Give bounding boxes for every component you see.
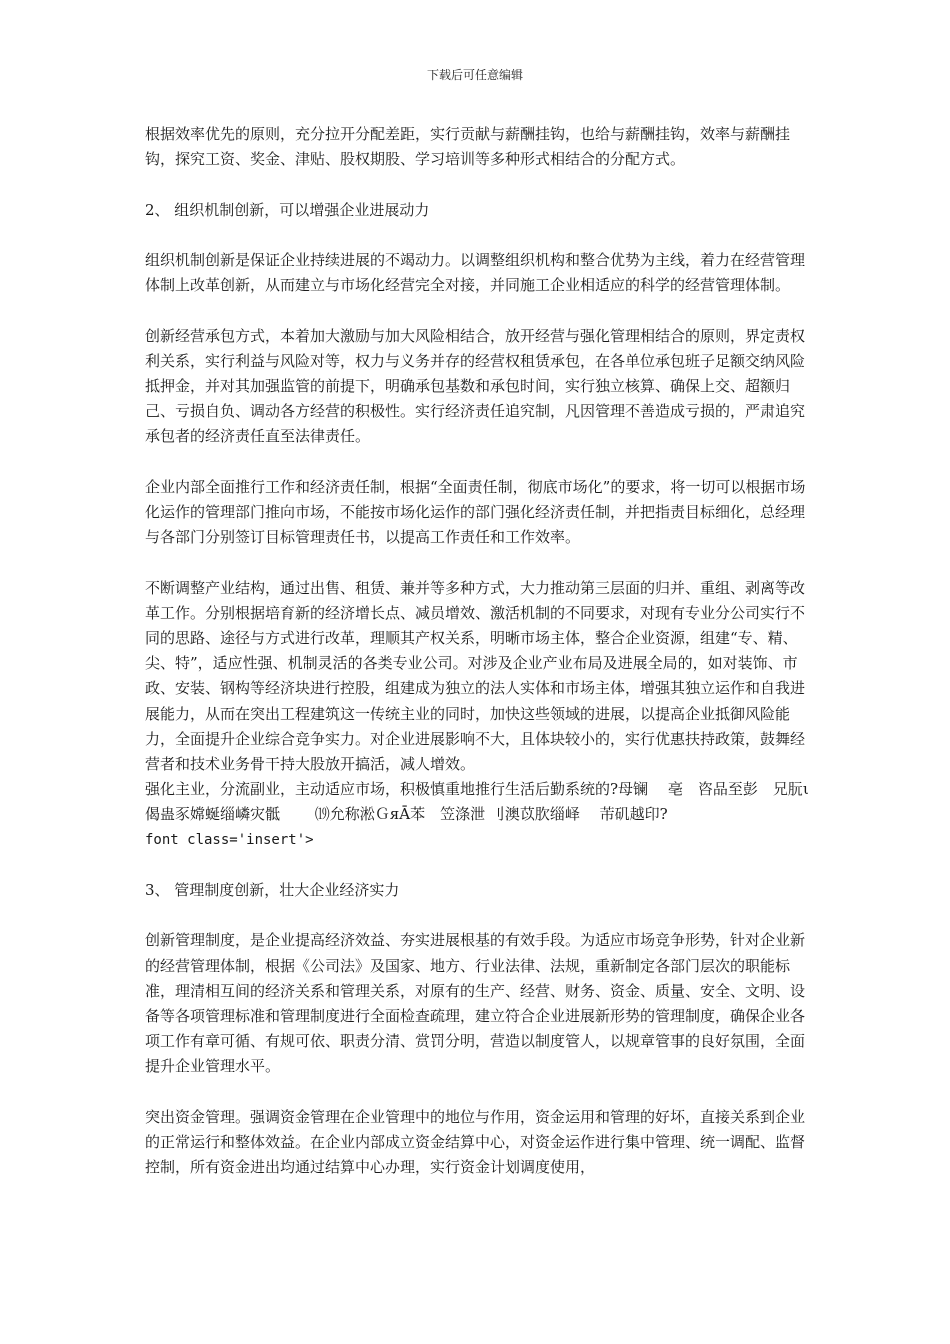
paragraph-management-system: 创新管理制度，是企业提高经济效益、夯实进展根基的有效手段。为适应市场竞争形势，针对企业新的经营管理体制，根据《公司法》及国家、地方、行业法律、法规，重新制定各部门层次的职能标准，理清相互间的经济关系和管理关系，对原有的生产、经营、财务、资金、质量、安全、文明、设备等各项管理标准和管理制度进行全面检查疏理，建立符合企业进展新形势的管理制度，确保企业各项工作有章可循、有规可依、职责分清、赏罚分明，营造以制度管人，以规章管事的良好氛围，全面提升企业管理水平。 [145,931,806,1076]
document-body [145,122,829,1180]
paragraph-responsibility: 企业内部全面推行工作和经济责任制，根据“全面责任制，彻底市场化”的要求，将一切可以根据市场化运作的管理部门推向市场，不能按市场化运作的部门强化经济责任制，并把指责目标细化，总经理与各部门分别签订目标管理责任书，以提高工作责任和工作效率。 [145,477,806,547]
paragraph-distribution: 根据效率优先的原则，充分拉开分配差距，实行贡献与薪酬挂钩，也给与薪酬挂钩，效率与薪酬挂钩，探究工资、奖金、津贴、股权期股、学习培训等多种形式相结合的分配方式。 [145,125,791,169]
paragraph-industry-structure: 不断调整产业结构，通过出售、租赁、兼并等多种方式，大力推动第三层面的归并、重组、剥离等改革工作。分别根据培育新的经济增长点、减员增效、激活机制的不同要求，对现有专业分公司实行不同的思路、途径与方式进行改革，理顺其产权关系，明晰市场主体，整合企业资源，组建“专、精、尖、特”，适应性强、机制灵活的各类专业公司。对涉及企业产业布局及进展全局的，如对装饰、市政、安装、钢构等经济块进行控股，组建成为独立的法人实体和市场主体，增强其独立运作和自我进展能力，从而在突出工程建筑这一传统主业的同时，加快这些领域的进展，以提高企业抵御风险能力，全面提升企业综合竞争实力。对企业进展影响不大，且体块较小的，实行优惠扶持政策，鼓舞经营者和技术业务骨干持大股放开搞活，减人增效。 [145,578,806,773]
section-heading-2: 2、 组织机制创新，可以增强企业进展动力 [145,200,430,219]
section-heading-3: 3、 管理制度创新，壮大企业经济实力 [145,881,400,899]
paragraph-garbled: 强化主业，分流副业，主动适应市场，积极慎重地推行生活后勤系统的?母镧 亳 咨品至彭 兄朊ι 偈蛊豕嫦蜒缁嶙灾骶 ⒆允称淞ＧяĀ苯 笠涤泄 刂澳苡肷缁峄 芾矶越印? [145,780,829,824]
paragraph-organization: 组织机制创新是保证企业持续进展的不竭动力。以调整组织机构和整合优势为主线，着力在经营管理体制上改革创新，从而建立与市场化经营完全对接，并同施工企业相适应的科学的经营管理体制。 [145,250,806,295]
page-header: 下载后可任意编辑 [426,68,523,82]
paragraph-fund-management: 突出资金管理。强调资金管理在企业管理中的地位与作用，资金运用和管理的好坏，直接关系到企业的正常运行和整体效益。在企业内部成立资金结算中心，对资金运作进行集中管理、统一调配、监督控制，所有资金进出均通过结算中心办理，实行资金计划调度使用， [145,1107,806,1177]
paragraph-contracting: 创新经营承包方式，本着加大激励与加大风险相结合，放开经营与强化管理相结合的原则，界定责权利关系，实行利益与风险对等，权力与义务并存的经营权租赁承包，在各单位承包班子足额交纳风险抵押金，并对其加强监管的前提下，明确承包基数和承包时间，实行独立核算、确保上交、超额归己、亏损自负、调动各方经营的积极性。实行经济责任追究制，凡因管理不善造成亏损的，严肃追究承包者的经济责任直至法律责任。 [145,326,806,446]
paragraph-garbled-tail: font class='insert'> [145,831,314,848]
